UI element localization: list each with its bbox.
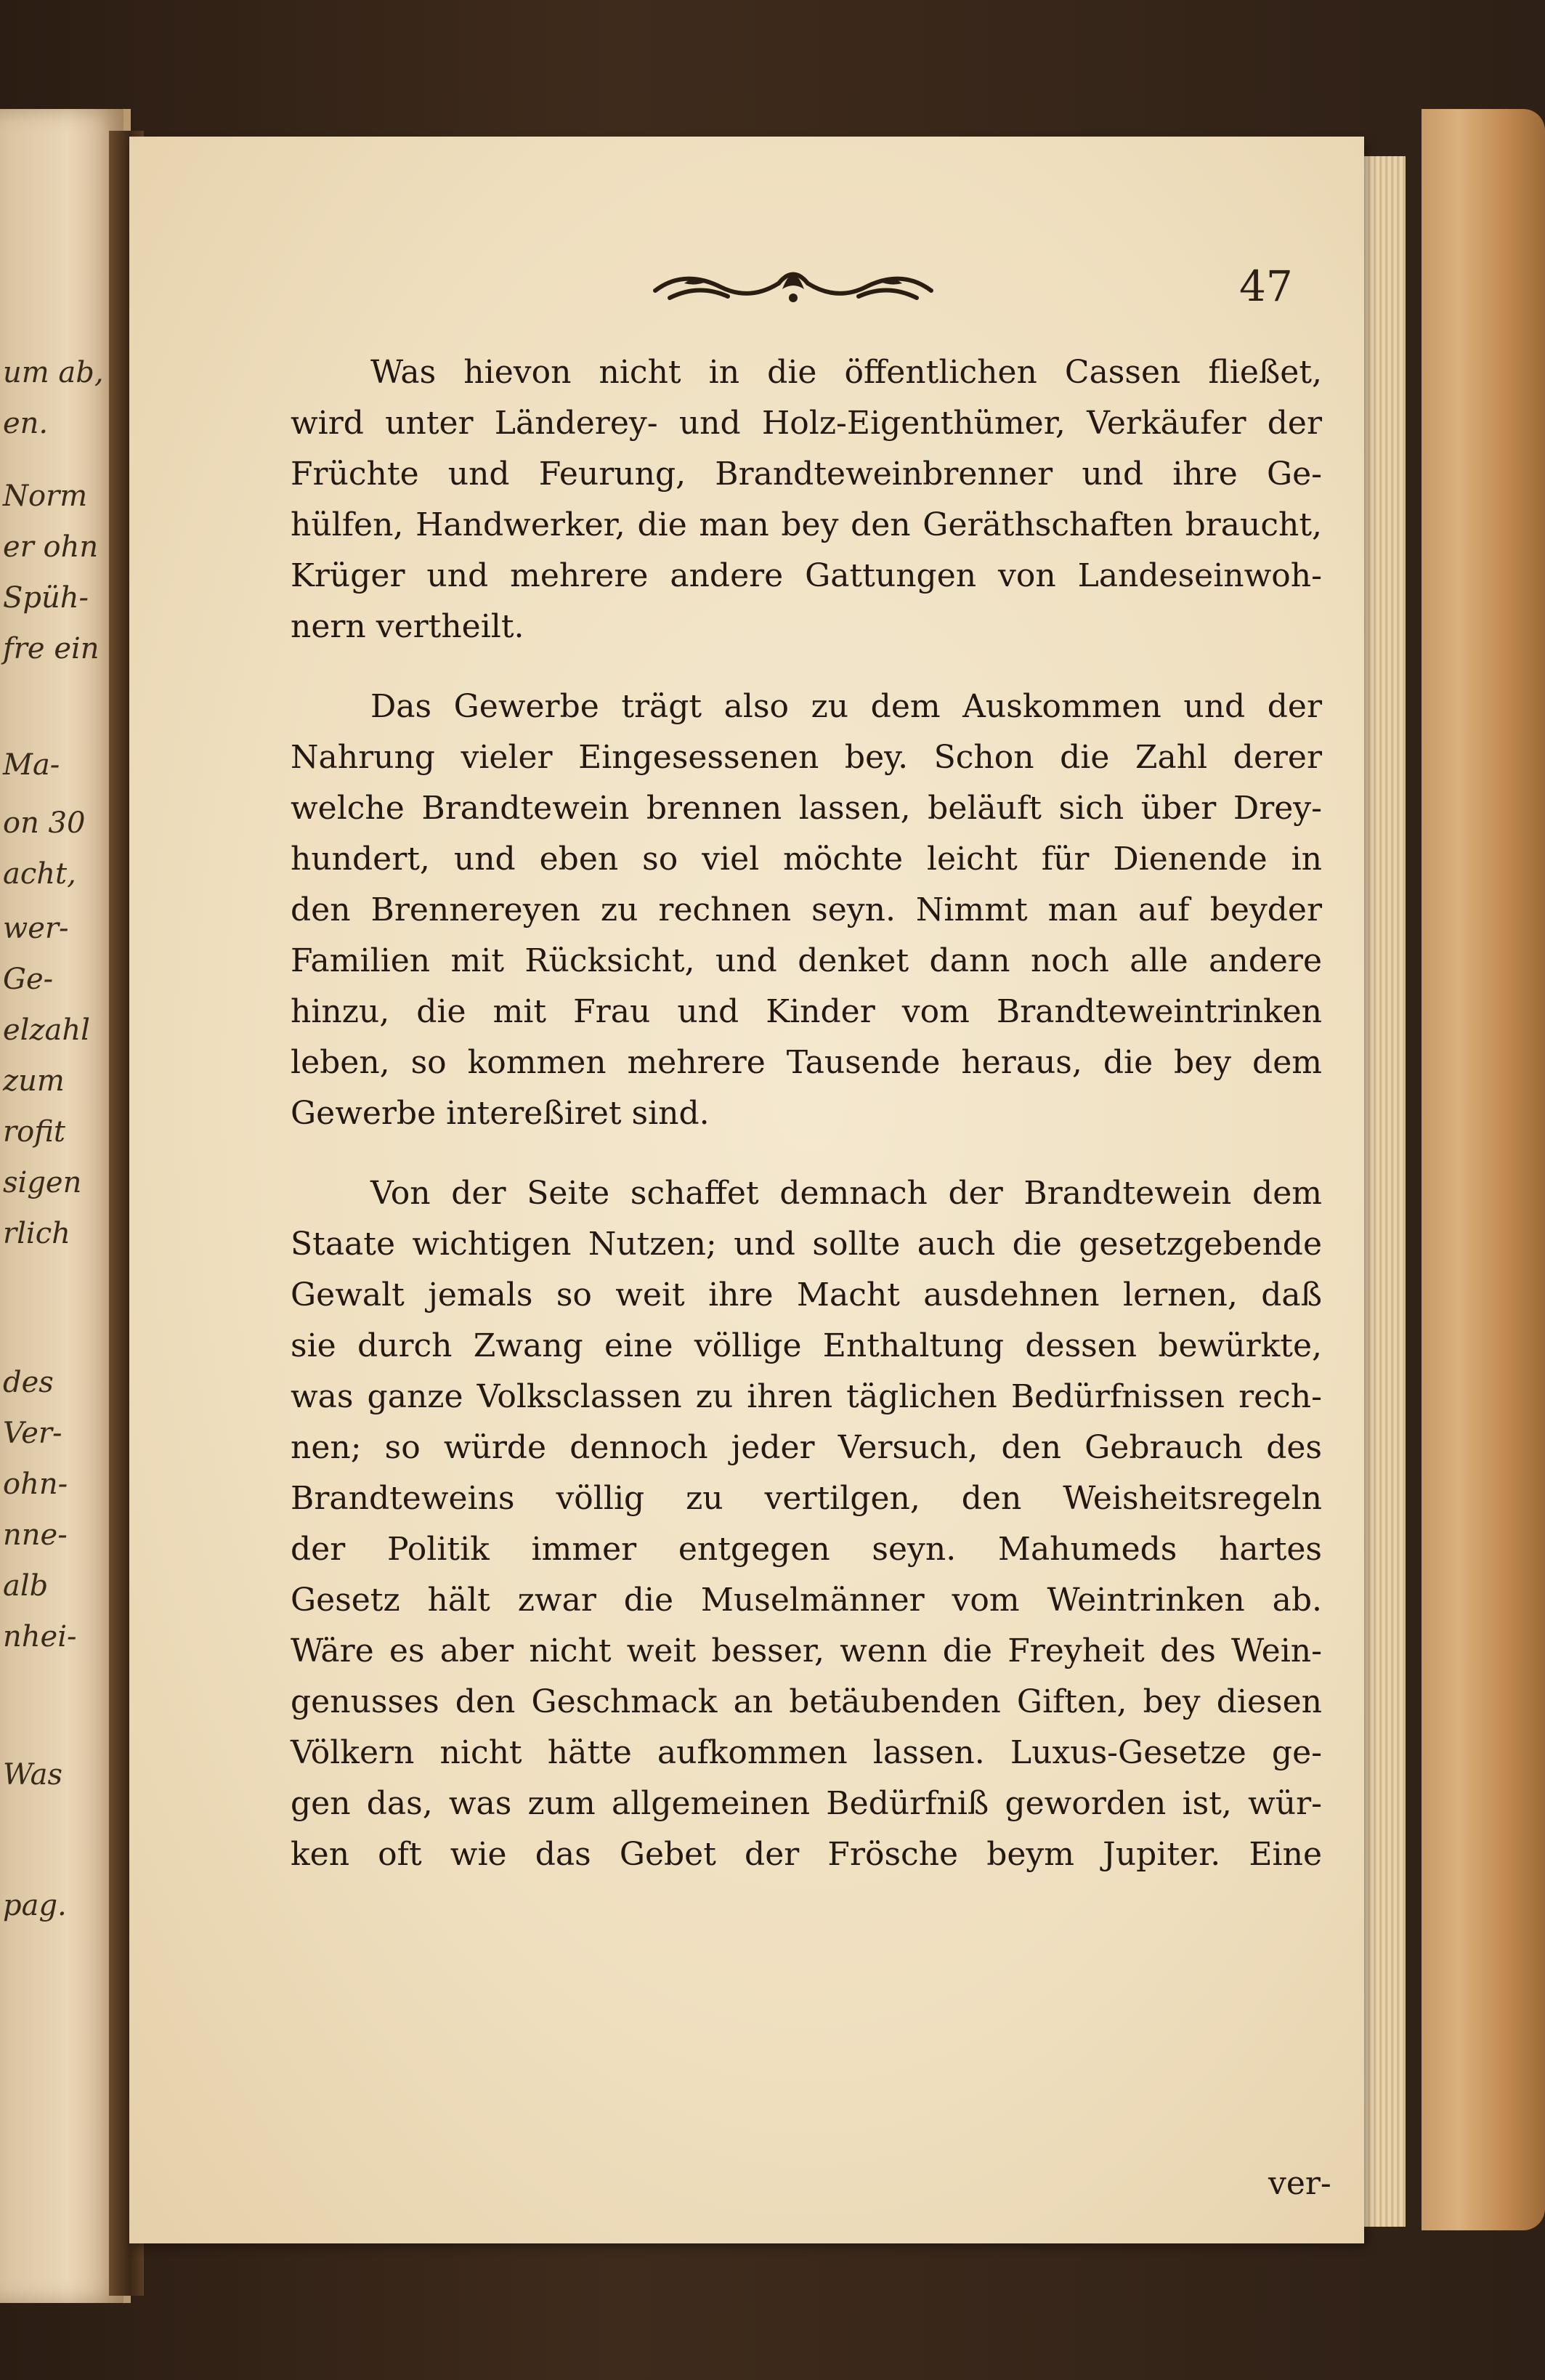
left-fragment: Ge-: [3, 963, 54, 996]
left-fragment: Ma-: [3, 748, 60, 782]
left-fragment: Was: [3, 1758, 63, 1792]
left-fragment: er ohn: [3, 530, 99, 564]
text-line: Krüger und mehrere andere Gattungen von Landeseinwoh-: [291, 557, 1322, 594]
left-fragment: pag.: [3, 1889, 67, 1922]
paragraph: [291, 347, 1322, 652]
left-fragment: elzahl: [3, 1013, 90, 1047]
text-line: Von der Seite schaffet demnach der Brandtewein dem: [370, 1175, 1322, 1212]
text-line: den Brennereyen zu rechnen seyn. Nimmt man auf beyder: [291, 891, 1322, 928]
text-line: Was hievon nicht in die öffentlichen Cassen fließet,: [370, 354, 1322, 391]
text-line: Nahrung vieler Eingesessenen bey. Schon die Zahl derer: [291, 739, 1322, 776]
text-line: nen; so würde dennoch jeder Versuch, den Gebrauch des: [291, 1429, 1322, 1466]
text-line: Familien mit Rücksicht, und denket dann noch alle andere: [291, 942, 1322, 979]
text-line: leben, so kommen mehrere Tausende heraus, die bey dem: [291, 1044, 1322, 1081]
text-line: Wäre es aber nicht weit besser, wenn die Freyheit des Wein-: [291, 1632, 1322, 1669]
left-fragment: Ver-: [3, 1417, 62, 1450]
left-fragment: alb: [3, 1569, 49, 1603]
text-line: der Politik immer entgegen seyn. Mahumeds hartes: [291, 1531, 1322, 1568]
left-fragment: Norm: [3, 479, 88, 513]
page-number: 47: [1239, 262, 1293, 311]
text-line: ken oft wie das Gebet der Frösche beym Jupiter. Eine: [291, 1836, 1322, 1873]
left-fragment: rofit: [3, 1115, 65, 1149]
text-line: wird unter Länderey- und Holz-Eigenthümer, Verkäufer der: [291, 405, 1322, 442]
paragraph: [291, 1168, 1322, 1880]
text-line: was ganze Volksclassen zu ihren täglichen Bedürfnissen rech-: [291, 1378, 1322, 1415]
text-line: sie durch Zwang eine völlige Enthaltung dessen bewürkte,: [291, 1327, 1322, 1364]
text-line: Brandteweins völlig zu vertilgen, den Weisheitsregeln: [291, 1480, 1322, 1517]
left-fragment: ohn-: [3, 1468, 68, 1501]
text-line: Staate wichtigen Nutzen; und sollte auch die gesetzgebende: [291, 1226, 1322, 1263]
left-fragment: acht,: [3, 857, 76, 891]
left-fragment: nne-: [3, 1518, 68, 1552]
text-line: welche Brandtewein brennen lassen, beläuft sich über Drey-: [291, 790, 1322, 827]
right-page: [129, 137, 1364, 2243]
left-fragment: Spüh-: [3, 581, 89, 615]
left-fragment: sigen: [3, 1166, 82, 1199]
left-fragment: rlich: [3, 1217, 70, 1250]
left-fragment: um ab,: [3, 356, 104, 389]
left-fragment: wer-: [3, 912, 69, 945]
book-cover-edge: [1422, 109, 1545, 2230]
text-line: hülfen, Handwerker, die man bey den Geräthschaften braucht,: [291, 506, 1322, 543]
left-fragment: fre ein: [3, 632, 100, 665]
fleuron-ornament-icon: [641, 262, 946, 312]
left-fragment: des: [3, 1366, 54, 1399]
text-line: nern vertheilt.: [291, 608, 524, 645]
text-line: Völkern nicht hätte aufkommen lassen. Luxus-Gesetze ge-: [291, 1734, 1322, 1771]
text-line: Gewalt jemals so weit ihre Macht ausdehnen lernen, daß: [291, 1276, 1322, 1314]
text-line: genusses den Geschmack an betäubenden Giften, bey diesen: [291, 1683, 1322, 1720]
body-text: [291, 347, 1322, 1909]
text-line: Gewerbe intereßiret sind.: [291, 1095, 710, 1132]
text-line: Früchte und Feurung, Brandteweinbrenner und ihre Ge-: [291, 456, 1322, 493]
left-fragment: nhei-: [3, 1620, 77, 1654]
left-fragment: en.: [3, 407, 49, 440]
catchword: ver-: [1268, 2165, 1331, 2202]
text-line: hinzu, die mit Frau und Kinder vom Brandteweintrinken: [291, 993, 1322, 1030]
paragraph: [291, 681, 1322, 1139]
text-line: Das Gewerbe trägt also zu dem Auskommen und der: [370, 688, 1322, 725]
left-fragment: zum: [3, 1064, 65, 1098]
left-fragment: on 30: [3, 806, 86, 840]
text-line: gen das, was zum allgemeinen Bedürfniß geworden ist, wür-: [291, 1785, 1322, 1822]
text-line: hundert, und eben so viel möchte leicht für Dienende in: [291, 841, 1322, 878]
text-line: Gesetz hält zwar die Muselmänner vom Weintrinken ab.: [291, 1582, 1322, 1619]
